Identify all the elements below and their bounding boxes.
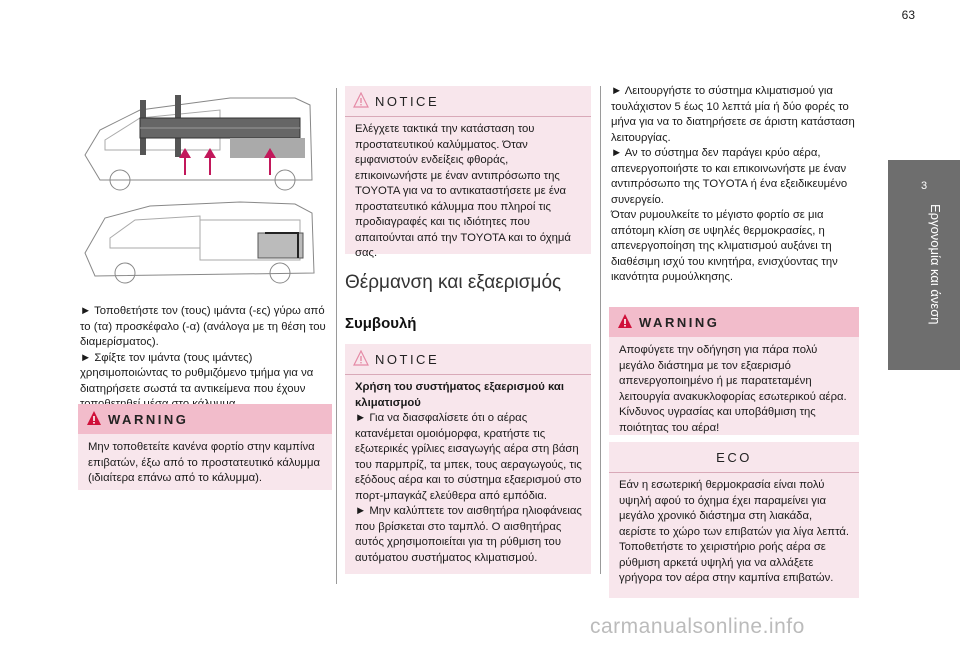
instruction-step: ► Σφίξτε τον ιμάντα (τους ιμάντες) χρησιμοποιώντας το ρυθμιζόμενο τμήμα για να διατηρήσετε σωστά τα αντικείμενα που έχουν [80, 351, 314, 395]
notice-header [345, 344, 591, 375]
warning-box [78, 404, 332, 490]
warning-text: Αποφύγετε την οδήγηση για πάρα πολύ μεγάλο διάστημα με τον εξαερισμό απενεργοποιημένο ή με παρατεταμένη λειτουργία ανακυκλοφορίας εσωτερικού αέρα. Κίνδυνος υγρασίας και υποβάθμιση της ποιότητας του αέρα! [619, 344, 847, 434]
notice-triangle-icon [353, 350, 369, 366]
notice-box [345, 86, 591, 259]
warning-header [609, 307, 859, 337]
notice-bold-heading: Χρήση του συστήματος εξαερισμού και κλιματισμού [355, 381, 564, 409]
notice-text: Ελέγχετε τακτικά την κατάσταση του προστατευτικού καλύμματος. Όταν εμφανιστούν ενδείξεις φθοράς, επικοινωνήστε με έναν αντιπρόσωπο της TOYOTA για να το αντικαταστήσετε με ένα προστατευτικό κάλυμμα που πληροί τις προδιαγραφές και τις ιδιότητες που απαιτούνται από την TOYOTA και το όχημά σας. [355, 123, 571, 259]
eco-box [609, 442, 859, 598]
notice-title: NOTICE [375, 352, 440, 367]
section-title: Θέρμανση και εξαερισμός [345, 272, 562, 293]
notice-content [355, 380, 583, 566]
warning-title: WARNING [108, 412, 189, 427]
subsection-title: Συμβουλή [345, 315, 417, 332]
right-instructions: ► Λειτουργήστε το σύστημα κλιματισμού για τουλάχιστον 5 έως 10 λεπτά μία ή δύο φορές το μήνα για να το διατηρήσετε σε άριστη κατάσταση λειτουργίας. ► Αν το σύστημα δεν παράγει κρύο αέρα, απενεργοποιήστε το και επικοινωνήστε με έναν αντιπρόσωπο της TOYOTA ή ένα εξειδικευμένο συνεργείο. Όταν ρυμουλκείτε το μέγιστο φορτίο σε μια απότομη κλίση σε υψηλές θερμοκρασίες, η απενεργοποίηση της κλιματισμού αυξάνει τη διαθέσιμη ισχύ του κινητήρα, ενισχύοντας την ικανότητα ρυμούλκησης. [611, 85, 855, 283]
warning-text: Μην τοποθετείτε κανένα φορτίο στην καμπίνα επιβατών, έξω από το προστατευτικό κάλυμμα (ιδιαίτερα επάνω από το κάλυμμα). [88, 441, 320, 484]
chapter-number: 3 [920, 180, 928, 192]
warning-triangle-icon [617, 313, 633, 329]
warning-title: WARNING [639, 315, 720, 330]
warning-triangle-icon [86, 410, 102, 426]
eco-text: Εάν η εσωτερική θερμοκρασία είναι πολύ υψηλή αφού το όχημα έχει παραμείνει για μεγάλο χρονικό διάστημα στη λιακάδα, αερίστε το χώρο των επιβατών για λίγα λεπτά. Τοποθετήστε το χειριστήριο ροής αέρα σε ρύθμιση αρκετά υψηλή για να αλλάξετε γρήγορα τον αέρα στην καμπίνα επιβατών. [619, 479, 850, 584]
chapter-label: Εργονομία και άνεση [928, 204, 943, 325]
chapter-tab[interactable] [888, 160, 960, 370]
notice-title: NOTICE [375, 94, 440, 109]
page-number: 63 [901, 8, 915, 22]
warning-box [609, 307, 859, 435]
cargo-cover-illustration-top [80, 80, 330, 200]
instruction-step: ► Τοποθετήστε τον (τους) ιμάντα (-ες) γύρω από το (τα) προσκέφαλο (-α) (ανάλογα με τη θέση του διαμερίσματος). [80, 305, 326, 348]
column-divider [336, 88, 337, 584]
left-instructions [80, 304, 332, 413]
notice-box [345, 344, 591, 574]
column-divider [600, 86, 601, 574]
cargo-cover-illustration-bottom [80, 198, 330, 288]
notice-text: ► Για να διασφαλίσετε ότι ο αέρας κατανέμεται ομοιόμορφα, κρατήστε τις εξωτερικές γρίλιες εισαγωγής αέρα στη βάση του παρμπρίζ, τα μπεκ, τους αεραγωγούς, τις εξόδους αέρα και το σύστημα εξαερισμού στο πορτ-μπαγκάζ ελεύθερα από εμπόδια. ► Μην καλύπτετε τον αισθητήρα ηλιοφάνειας που βρίσκεται στο ταμπλό. Ο αισθητήρας αυτός χρησιμοποιείται για τη ρύθμιση του αυτόματου συστήματος κλιματισμού. [355, 412, 582, 564]
eco-header [609, 442, 859, 473]
watermark: carmanualsonline.info [590, 615, 805, 638]
notice-header [345, 86, 591, 117]
notice-triangle-icon [353, 92, 369, 108]
eco-title: ECO [716, 450, 752, 465]
warning-header [78, 404, 332, 434]
